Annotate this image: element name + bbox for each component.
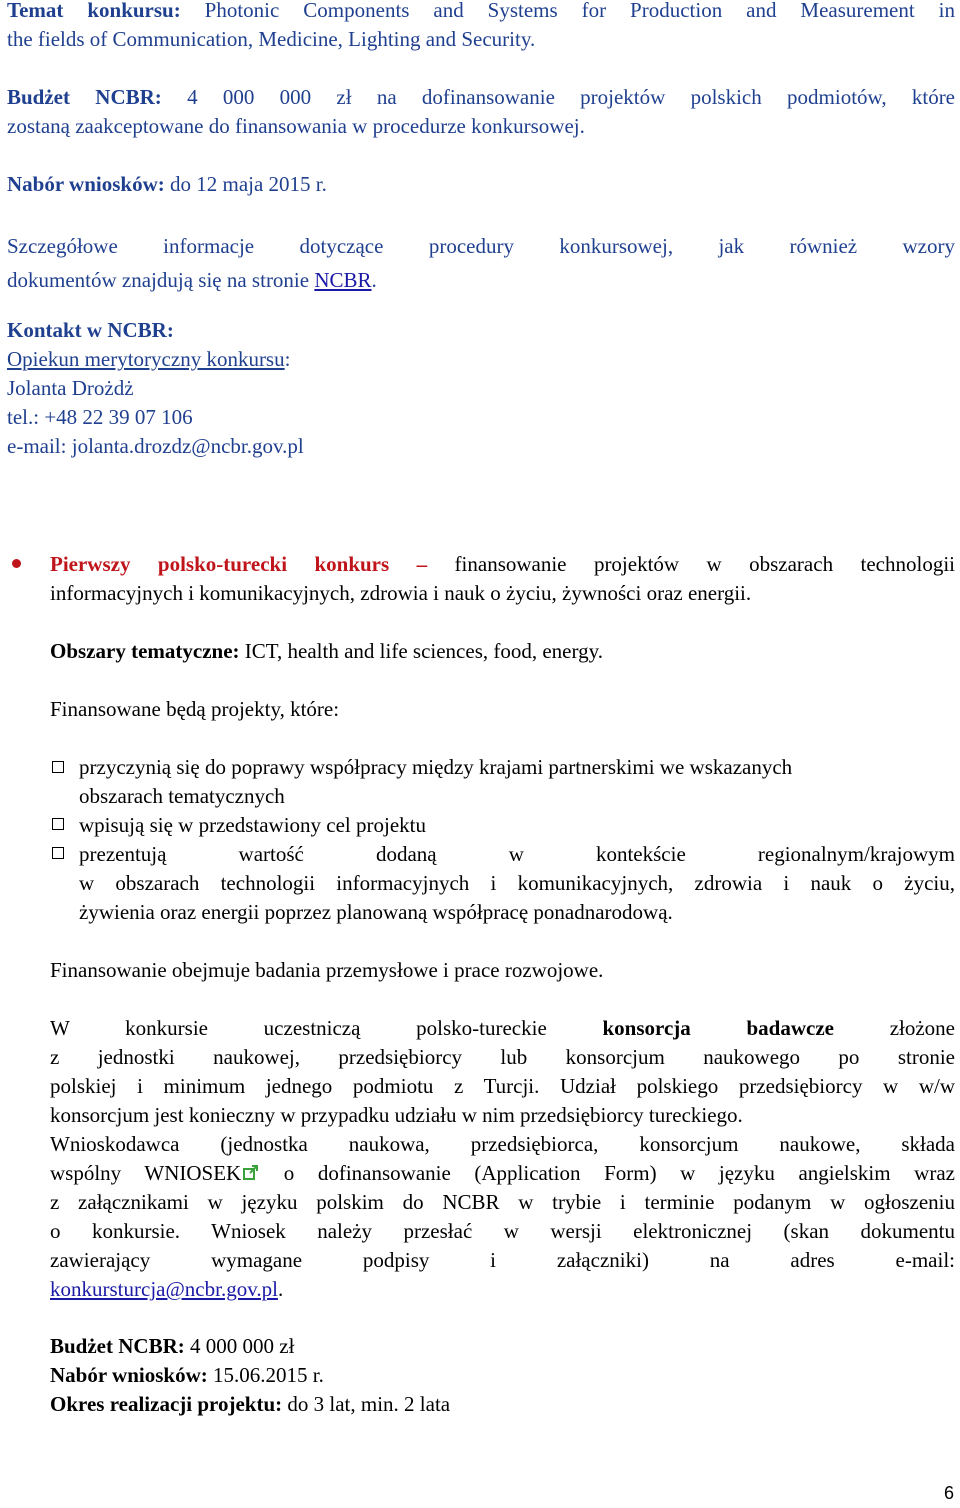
w-konkursie-paragraph <box>50 1014 955 1130</box>
nabor-label: Nabór wniosków: <box>7 172 165 196</box>
obszary-text: ICT, health and life sciences, food, energy. <box>239 639 603 663</box>
contact-email[interactable]: jolanta.drozdz@ncbr.gov.pl <box>71 434 304 458</box>
wnioskodawca-period: . <box>277 1277 284 1301</box>
w-konkursie-line-2: z jednostki naukowej, przedsiębiorcy lub konsorcjum naukowego po stronie <box>50 1045 955 1069</box>
external-link-icon[interactable] <box>242 1164 260 1182</box>
szczegolowe-line-2: dokumentów znajdują się na stronie <box>7 268 315 292</box>
wnioskodawca-line-2: o dofinansowanie (Application Form) w języku angielskim wraz <box>260 1161 955 1185</box>
bullet-3-line-2: w obszarach technologii informacyjnych i komunikacyjnych, zdrowia i nauk o życiu, <box>79 871 955 895</box>
wnioskodawca-line-3: z załącznikami w języku polskim do NCBR w trybie i terminie podanym w ogłoszeniu <box>50 1190 955 1214</box>
summary-nabor-label: Nabór wniosków: <box>50 1363 208 1387</box>
w-konkursie-line-4: konsorcjum jest konieczny w przypadku udziału w nim przedsiębiorcy tureckiego. <box>50 1103 743 1127</box>
opiekun-label: Opiekun merytoryczny konkursu <box>7 347 285 371</box>
summary-nabor-value: 15.06.2015 r. <box>207 1363 324 1387</box>
temat-line-1: Photonic Components and Systems for Production and Measurement in <box>204 0 955 22</box>
bullet-item-1 <box>79 753 955 811</box>
square-bullet-icon <box>52 847 64 859</box>
summary-budzet-value: 4 000 000 zł <box>184 1334 295 1358</box>
nabor-text: do 12 maja 2015 r. <box>169 172 327 196</box>
nabor-paragraph <box>7 170 955 199</box>
temat-label: Temat konkursu: <box>7 0 181 22</box>
finansowane-intro-text: Finansowane będą projekty, które: <box>50 697 340 721</box>
wnioskodawca-paragraph <box>50 1130 955 1304</box>
bullet-1-line-2: obszarach tematycznych <box>79 784 285 808</box>
w-konkursie-line-3: polskiej i minimum jednego podmiotu z Turcji. Udział polskiego przedsiębiorcy w w/w <box>50 1074 955 1098</box>
szczegolowe-paragraph <box>7 229 955 297</box>
budzet-paragraph <box>7 83 955 141</box>
budzet-line-2: zostaną zaakceptowane do finansowania w procedurze konkursowej. <box>7 114 585 138</box>
finansowanie-obejmuje-text: Finansowanie obejmuje badania przemysłowe i prace rozwojowe. <box>50 958 604 982</box>
konsorcja-badawcze: konsorcja badawcze <box>602 1016 834 1040</box>
budzet-label: Budżet NCBR: <box>7 85 162 109</box>
bullet-3-line-1: prezentują wartość dodaną w kontekście regionalnym/krajowym <box>79 842 955 866</box>
summary-okres-value: do 3 lat, min. 2 lata <box>282 1392 451 1416</box>
square-bullet-icon <box>52 818 64 830</box>
konkurs-title-line-2: informacyjnych i komunikacyjnych, zdrowia i nauk o życiu, żywności oraz energii. <box>50 581 752 605</box>
finansowanie-obejmuje <box>50 956 955 985</box>
ncbr-link[interactable]: NCBR <box>314 268 372 292</box>
konkurs-title-line-1: finansowanie projektów w obszarach technologii <box>427 552 955 576</box>
email-label: e-mail: <box>7 434 72 458</box>
budzet-line-1: 4 000 000 zł na dofinansowanie projektów polskich podmiotów, które <box>187 85 956 109</box>
bullet-1-line-1: przyczynią się do poprawy współpracy między krajami partnerskimi we wskazanych <box>79 755 793 779</box>
opiekun-name: Jolanta Drożdż <box>7 376 134 400</box>
kontakt-label: Kontakt w NCBR: <box>7 318 174 342</box>
bullet-3-line-3: żywienia oraz energii poprzez planowaną współpracę ponadnarodową. <box>79 900 673 924</box>
contact-phone: tel.: +48 22 39 07 106 <box>7 405 193 429</box>
wniosek-text: wspólny WNIOSEK <box>50 1161 242 1185</box>
finansowane-intro <box>50 695 955 724</box>
bullet-item-2 <box>79 811 955 840</box>
kontakt-block <box>7 316 955 461</box>
konkurs-title-paragraph <box>50 550 955 608</box>
obszary-label: Obszary tematyczne: <box>50 639 240 663</box>
temat-paragraph <box>7 0 955 54</box>
summary-budzet-label: Budżet NCBR: <box>50 1334 185 1358</box>
w-konkursie-line-1-end: złożone <box>833 1016 955 1040</box>
bullet-item-3 <box>79 840 955 927</box>
bullet-2-line-1: wpisują się w przedstawiony cel projektu <box>79 813 426 837</box>
wnioskodawca-line-5: zawierający wymagane podpisy i załączniki) na adres e-mail: <box>50 1248 955 1272</box>
w-konkursie-line-1: W konkursie uczestniczą polsko-tureckie <box>50 1016 603 1040</box>
konkurs-title: Pierwszy polsko-turecki konkurs – <box>50 552 428 576</box>
opiekun-colon: : <box>284 347 291 371</box>
page-number: 6 <box>943 1483 954 1503</box>
szczegolowe-period: . <box>371 268 377 292</box>
summary-block <box>50 1332 955 1419</box>
wnioskodawca-line-4: o konkursie. Wniosek należy przesłać w wersji elektronicznej (skan dokumentu <box>50 1219 955 1243</box>
square-bullet-icon <box>52 761 64 773</box>
wnioskodawca-line-1: Wnioskodawca (jednostka naukowa, przedsiębiorca, konsorcjum naukowe, składa <box>50 1132 955 1156</box>
szczegolowe-line-1: Szczegółowe informacje dotyczące procedury konkursowej, jak również wzory <box>7 234 955 258</box>
red-dot-bullet-icon <box>12 559 21 568</box>
summary-okres-label: Okres realizacji projektu: <box>50 1392 283 1416</box>
konkurs-email-link[interactable]: konkursturcja@ncbr.gov.pl <box>50 1277 278 1301</box>
temat-line-2: the fields of Communication, Medicine, Lighting and Security. <box>7 27 536 51</box>
obszary-paragraph <box>50 637 955 666</box>
